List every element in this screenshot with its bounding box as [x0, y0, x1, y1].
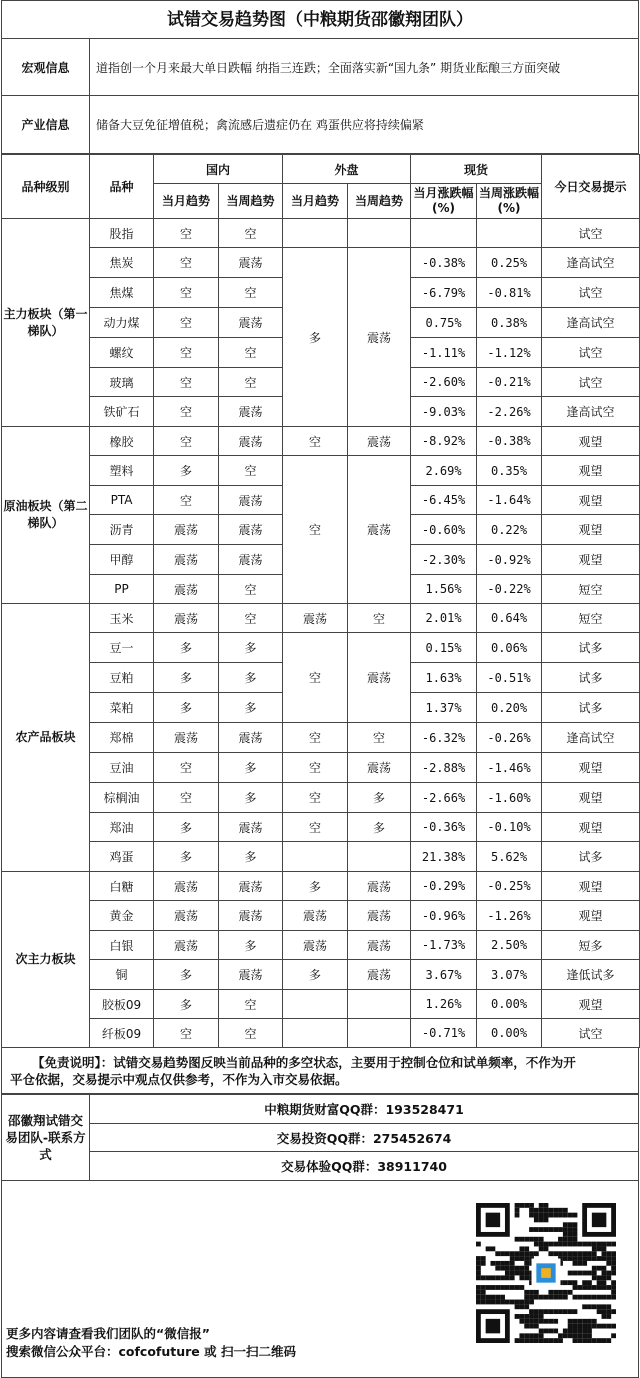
- spot-week-change: 0.38%: [477, 308, 542, 338]
- variety-name: 白银: [90, 931, 154, 960]
- spot-month-change: 2.69%: [411, 456, 477, 486]
- foreign-month-trend: [283, 219, 348, 248]
- domestic-month-trend: 震荡: [154, 545, 219, 575]
- spot-month-change: -6.45%: [411, 486, 477, 515]
- header-variety: 品种: [90, 155, 154, 219]
- trade-tip: 逢高试空: [542, 723, 640, 753]
- macro-text: 道指创一个月来最大单日跌幅 纳指三连跌；全面落实新“国九条” 期货业酝酿三方面突破: [90, 39, 639, 96]
- variety-name: 豆油: [90, 753, 154, 783]
- spot-month-change: -2.66%: [411, 783, 477, 813]
- foreign-month-trend: 震荡: [283, 604, 348, 633]
- spot-month-change: -1.73%: [411, 931, 477, 960]
- domestic-week-trend: 多: [219, 753, 283, 783]
- foreign-week-trend: 震荡: [348, 872, 411, 901]
- foreign-week-trend: 空: [348, 604, 411, 633]
- domestic-month-trend: 多: [154, 633, 219, 663]
- variety-name: 动力煤: [90, 308, 154, 338]
- variety-name: PTA: [90, 486, 154, 515]
- domestic-week-trend: 空: [219, 338, 283, 368]
- foreign-week-trend: 震荡: [348, 427, 411, 456]
- spot-week-change: -1.64%: [477, 486, 542, 515]
- contact-table: [1, 1094, 639, 1181]
- domestic-week-trend: 震荡: [219, 308, 283, 338]
- header-domestic-month: 当月趋势: [154, 184, 219, 219]
- domestic-month-trend: 震荡: [154, 515, 219, 545]
- variety-name: 郑油: [90, 813, 154, 842]
- domestic-month-trend: 空: [154, 486, 219, 515]
- variety-name: 鸡蛋: [90, 842, 154, 872]
- spot-week-change: 0.35%: [477, 456, 542, 486]
- spot-week-change: 3.07%: [477, 960, 542, 990]
- spot-week-change: -0.26%: [477, 723, 542, 753]
- trade-tip: 观望: [542, 515, 640, 545]
- spot-month-change: 1.63%: [411, 663, 477, 693]
- variety-name: 棕榈油: [90, 783, 154, 813]
- industry-text: 储备大豆免征增值税；禽流感后遗症仍在 鸡蛋供应将持续偏紧: [90, 96, 639, 154]
- table-row: [2, 427, 640, 456]
- trade-tip: 短多: [542, 931, 640, 960]
- trade-tip: 试多: [542, 663, 640, 693]
- domestic-month-trend: 空: [154, 248, 219, 278]
- spot-month-change: -0.96%: [411, 901, 477, 931]
- domestic-month-trend: 空: [154, 427, 219, 456]
- variety-name: 白糖: [90, 872, 154, 901]
- spot-month-change: -0.38%: [411, 248, 477, 278]
- domestic-month-trend: 多: [154, 663, 219, 693]
- spot-month-change: -6.79%: [411, 278, 477, 308]
- trade-tip: 观望: [542, 456, 640, 486]
- spot-month-change: 1.37%: [411, 693, 477, 723]
- table-row: [2, 783, 640, 813]
- header-spot-month: 当月涨跌幅(%): [411, 184, 477, 219]
- trade-tip: 观望: [542, 783, 640, 813]
- qr-code-icon: [476, 1203, 616, 1343]
- variety-name: 沥青: [90, 515, 154, 545]
- spot-week-change: -0.10%: [477, 813, 542, 842]
- foreign-week-trend: 震荡: [348, 753, 411, 783]
- spot-month-change: 1.56%: [411, 575, 477, 604]
- trade-tip: 短空: [542, 604, 640, 633]
- domestic-week-trend: 多: [219, 693, 283, 723]
- header-foreign-week: 当周趋势: [348, 184, 411, 219]
- spot-month-change: 3.67%: [411, 960, 477, 990]
- domestic-month-trend: 震荡: [154, 604, 219, 633]
- footer-line-1: 更多内容请查看我们团队的“微信报”: [6, 1326, 210, 1341]
- foreign-week-trend: 震荡: [348, 248, 411, 427]
- table-row: [2, 219, 640, 248]
- foreign-week-trend: [348, 219, 411, 248]
- domestic-week-trend: 多: [219, 633, 283, 663]
- variety-name: 玻璃: [90, 368, 154, 397]
- domestic-week-trend: 震荡: [219, 486, 283, 515]
- spot-week-change: -0.22%: [477, 575, 542, 604]
- table-row: [2, 931, 640, 960]
- spot-week-change: 0.00%: [477, 990, 542, 1019]
- spot-month-change: -0.60%: [411, 515, 477, 545]
- trend-body: [2, 219, 640, 1048]
- domestic-week-trend: 多: [219, 931, 283, 960]
- spot-month-change: 0.75%: [411, 308, 477, 338]
- domestic-week-trend: 震荡: [219, 723, 283, 753]
- foreign-week-trend: [348, 990, 411, 1019]
- foreign-month-trend: [283, 990, 348, 1019]
- domestic-month-trend: 多: [154, 813, 219, 842]
- trend-sheet: [1, 0, 639, 1378]
- spot-month-change: [411, 219, 477, 248]
- spot-week-change: -1.60%: [477, 783, 542, 813]
- foreign-week-trend: 多: [348, 813, 411, 842]
- sector-name: 主力板块（第一梯队）: [2, 219, 90, 427]
- contact-line-3: 交易体验QQ群：38911740: [90, 1152, 639, 1181]
- domestic-week-trend: 空: [219, 575, 283, 604]
- spot-week-change: 0.20%: [477, 693, 542, 723]
- domestic-month-trend: 多: [154, 960, 219, 990]
- header-domestic-week: 当周趋势: [219, 184, 283, 219]
- foreign-month-trend: 空: [283, 813, 348, 842]
- variety-name: 玉米: [90, 604, 154, 633]
- domestic-month-trend: 震荡: [154, 901, 219, 931]
- domestic-week-trend: 空: [219, 368, 283, 397]
- trade-tip: 试多: [542, 633, 640, 663]
- domestic-week-trend: 震荡: [219, 960, 283, 990]
- domestic-week-trend: 空: [219, 990, 283, 1019]
- trade-tip: 观望: [542, 486, 640, 515]
- spot-month-change: -0.71%: [411, 1019, 477, 1048]
- spot-week-change: -0.21%: [477, 368, 542, 397]
- spot-month-change: -2.88%: [411, 753, 477, 783]
- foreign-month-trend: 震荡: [283, 931, 348, 960]
- variety-name: 纤板09: [90, 1019, 154, 1048]
- foreign-month-trend: 空: [283, 633, 348, 723]
- domestic-month-trend: 震荡: [154, 723, 219, 753]
- foreign-month-trend: [283, 1019, 348, 1048]
- spot-week-change: 2.50%: [477, 931, 542, 960]
- spot-month-change: -0.36%: [411, 813, 477, 842]
- table-row: [2, 842, 640, 872]
- page-title: 试错交易趋势图（中粮期货邵徽翔团队）: [1, 0, 639, 38]
- sector-name: 次主力板块: [2, 872, 90, 1048]
- spot-month-change: -6.32%: [411, 723, 477, 753]
- sector-name: 农产品板块: [2, 604, 90, 872]
- variety-name: 郑棉: [90, 723, 154, 753]
- domestic-week-trend: 震荡: [219, 901, 283, 931]
- table-row: [2, 813, 640, 842]
- table-row: [2, 872, 640, 901]
- trend-table: [1, 154, 640, 1048]
- variety-name: 焦煤: [90, 278, 154, 308]
- variety-name: 股指: [90, 219, 154, 248]
- trade-tip: 试空: [542, 338, 640, 368]
- trade-tip: 观望: [542, 753, 640, 783]
- domestic-week-trend: 多: [219, 842, 283, 872]
- trade-tip: 观望: [542, 427, 640, 456]
- variety-name: 塑料: [90, 456, 154, 486]
- spot-week-change: 0.22%: [477, 515, 542, 545]
- domestic-month-trend: 空: [154, 219, 219, 248]
- spot-month-change: 2.01%: [411, 604, 477, 633]
- table-row: [2, 723, 640, 753]
- spot-week-change: -2.26%: [477, 397, 542, 427]
- domestic-month-trend: 多: [154, 842, 219, 872]
- spot-week-change: [477, 219, 542, 248]
- trade-tip: 观望: [542, 872, 640, 901]
- domestic-month-trend: 多: [154, 990, 219, 1019]
- macro-label: 宏观信息: [2, 39, 90, 96]
- header-foreign: 外盘: [283, 155, 411, 184]
- trade-tip: 观望: [542, 545, 640, 575]
- disclaimer-line-1: 【免责说明】：试错交易趋势图反映当前品种的多空状态，主要用于控制仓位和试单频率，不作为开: [32, 1055, 576, 1070]
- domestic-month-trend: 空: [154, 783, 219, 813]
- table-row: [2, 901, 640, 931]
- spot-week-change: 5.62%: [477, 842, 542, 872]
- header-level: 品种级别: [2, 155, 90, 219]
- trade-tip: 试空: [542, 1019, 640, 1048]
- foreign-month-trend: 多: [283, 872, 348, 901]
- foreign-week-trend: 震荡: [348, 931, 411, 960]
- domestic-month-trend: 空: [154, 368, 219, 397]
- disclaimer-line-2: 平仓依据，交易提示中观点仅供参考，不作为入市交易依据。: [10, 1072, 348, 1087]
- variety-name: 甲醇: [90, 545, 154, 575]
- variety-name: 豆粕: [90, 663, 154, 693]
- trade-tip: 试空: [542, 278, 640, 308]
- spot-week-change: -0.38%: [477, 427, 542, 456]
- contact-line-1: 中粮期货财富QQ群：193528471: [90, 1095, 639, 1124]
- header-foreign-month: 当月趋势: [283, 184, 348, 219]
- table-row: [2, 248, 640, 278]
- foreign-month-trend: 空: [283, 783, 348, 813]
- foreign-week-trend: 震荡: [348, 901, 411, 931]
- trade-tip: 逢高试空: [542, 248, 640, 278]
- trade-tip: 逢低试多: [542, 960, 640, 990]
- domestic-week-trend: 空: [219, 278, 283, 308]
- foreign-week-trend: 空: [348, 723, 411, 753]
- variety-name: 豆一: [90, 633, 154, 663]
- table-row: [2, 604, 640, 633]
- contact-label: 邵徽翔试错交易团队-联系方式: [2, 1095, 90, 1181]
- variety-name: 黄金: [90, 901, 154, 931]
- trade-tip: 观望: [542, 990, 640, 1019]
- header-tip: 今日交易提示: [542, 155, 640, 219]
- foreign-month-trend: 空: [283, 456, 348, 604]
- spot-week-change: -1.46%: [477, 753, 542, 783]
- trade-tip: 试多: [542, 693, 640, 723]
- spot-month-change: -2.60%: [411, 368, 477, 397]
- domestic-month-trend: 多: [154, 456, 219, 486]
- info-table: [1, 38, 639, 154]
- spot-month-change: 21.38%: [411, 842, 477, 872]
- spot-month-change: -9.03%: [411, 397, 477, 427]
- trade-tip: 观望: [542, 901, 640, 931]
- table-row: [2, 456, 640, 486]
- trade-tip: 试空: [542, 368, 640, 397]
- spot-month-change: 0.15%: [411, 633, 477, 663]
- disclaimer: [1, 1048, 639, 1094]
- table-row: [2, 960, 640, 990]
- foreign-week-trend: 震荡: [348, 960, 411, 990]
- spot-week-change: -0.25%: [477, 872, 542, 901]
- variety-name: 铁矿石: [90, 397, 154, 427]
- domestic-month-trend: 震荡: [154, 931, 219, 960]
- trade-tip: 逢高试空: [542, 308, 640, 338]
- contact-line-2: 交易投资QQ群：275452674: [90, 1124, 639, 1152]
- table-row: [2, 753, 640, 783]
- footer: [1, 1181, 639, 1378]
- header-domestic: 国内: [154, 155, 283, 184]
- spot-month-change: -2.30%: [411, 545, 477, 575]
- spot-week-change: 0.25%: [477, 248, 542, 278]
- variety-name: 铜: [90, 960, 154, 990]
- foreign-month-trend: 多: [283, 960, 348, 990]
- domestic-month-trend: 震荡: [154, 575, 219, 604]
- domestic-week-trend: 空: [219, 456, 283, 486]
- domestic-week-trend: 震荡: [219, 545, 283, 575]
- spot-week-change: -0.81%: [477, 278, 542, 308]
- spot-week-change: 0.00%: [477, 1019, 542, 1048]
- domestic-month-trend: 空: [154, 338, 219, 368]
- domestic-week-trend: 多: [219, 783, 283, 813]
- foreign-month-trend: 多: [283, 248, 348, 427]
- footer-line-2: 搜索微信公众平台：cofcofuture 或 扫一扫二维码: [6, 1344, 296, 1359]
- domestic-week-trend: 空: [219, 1019, 283, 1048]
- header-spot-week: 当周涨跌幅(%): [477, 184, 542, 219]
- spot-month-change: -8.92%: [411, 427, 477, 456]
- foreign-month-trend: 震荡: [283, 901, 348, 931]
- domestic-week-trend: 震荡: [219, 248, 283, 278]
- trade-tip: 逢高试空: [542, 397, 640, 427]
- domestic-week-trend: 多: [219, 663, 283, 693]
- foreign-week-trend: 震荡: [348, 633, 411, 723]
- spot-week-change: -1.26%: [477, 901, 542, 931]
- spot-month-change: -0.29%: [411, 872, 477, 901]
- domestic-week-trend: 空: [219, 219, 283, 248]
- foreign-week-trend: 震荡: [348, 456, 411, 604]
- foreign-week-trend: [348, 842, 411, 872]
- domestic-month-trend: 多: [154, 693, 219, 723]
- domestic-week-trend: 震荡: [219, 872, 283, 901]
- foreign-month-trend: 空: [283, 427, 348, 456]
- trade-tip: 试空: [542, 219, 640, 248]
- trade-tip: 观望: [542, 813, 640, 842]
- domestic-month-trend: 空: [154, 397, 219, 427]
- trade-tip: 试多: [542, 842, 640, 872]
- trade-tip: 短空: [542, 575, 640, 604]
- domestic-month-trend: 空: [154, 278, 219, 308]
- foreign-month-trend: 空: [283, 753, 348, 783]
- domestic-week-trend: 震荡: [219, 397, 283, 427]
- table-row: [2, 1019, 640, 1048]
- spot-week-change: -1.12%: [477, 338, 542, 368]
- domestic-week-trend: 震荡: [219, 813, 283, 842]
- foreign-week-trend: 多: [348, 783, 411, 813]
- header-spot: 现货: [411, 155, 542, 184]
- variety-name: 焦炭: [90, 248, 154, 278]
- domestic-month-trend: 空: [154, 1019, 219, 1048]
- spot-week-change: -0.92%: [477, 545, 542, 575]
- domestic-month-trend: 空: [154, 753, 219, 783]
- table-row: [2, 633, 640, 663]
- industry-label: 产业信息: [2, 96, 90, 154]
- variety-name: 螺纹: [90, 338, 154, 368]
- domestic-week-trend: 震荡: [219, 515, 283, 545]
- domestic-week-trend: 空: [219, 604, 283, 633]
- table-row: [2, 990, 640, 1019]
- spot-week-change: 0.06%: [477, 633, 542, 663]
- domestic-week-trend: 震荡: [219, 427, 283, 456]
- foreign-week-trend: [348, 1019, 411, 1048]
- variety-name: 胶板09: [90, 990, 154, 1019]
- foreign-month-trend: 空: [283, 723, 348, 753]
- variety-name: PP: [90, 575, 154, 604]
- spot-month-change: 1.26%: [411, 990, 477, 1019]
- spot-month-change: -1.11%: [411, 338, 477, 368]
- domestic-month-trend: 空: [154, 308, 219, 338]
- variety-name: 菜粕: [90, 693, 154, 723]
- foreign-month-trend: [283, 842, 348, 872]
- spot-week-change: -0.51%: [477, 663, 542, 693]
- domestic-month-trend: 震荡: [154, 872, 219, 901]
- sector-name: 原油板块（第二梯队）: [2, 427, 90, 604]
- variety-name: 橡胶: [90, 427, 154, 456]
- spot-week-change: 0.64%: [477, 604, 542, 633]
